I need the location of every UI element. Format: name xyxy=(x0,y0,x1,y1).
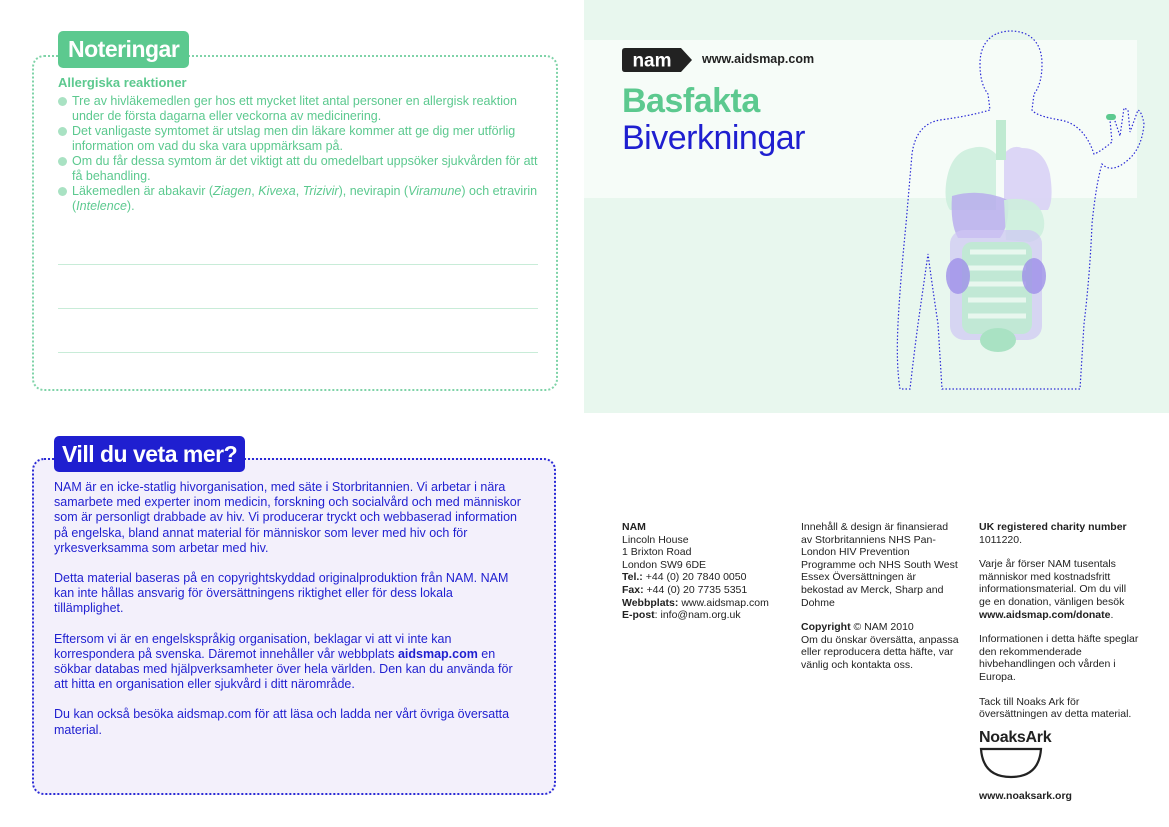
info-content xyxy=(54,480,524,753)
bullet-icon xyxy=(58,127,67,136)
info-paragraph: Eftersom vi är en engelskspråkig organisation, beklagar vi att vi inte kan korrespondera på svenska. Däremot innehåller vår webbplats aidsmap.com en sökbar databas med hjälpverksamheter över hela världen. Den kan du använda för att hitta en organisation eller sjukvård i ditt närområde. xyxy=(54,631,513,692)
list-item: Tre av hivläkemedlen ger hos ett mycket litet antal personer en allergisk reaktion under de första dagarna eller veckorna av medicinering. xyxy=(58,94,544,124)
reflect-text: Informationen i detta häfte speglar den rekommenderade hivbehandlingen och vården i Europa. xyxy=(979,633,1139,683)
contact-web-link[interactable]: www.aidsmap.com xyxy=(678,596,769,609)
ark-icon xyxy=(979,747,1043,779)
donate-link[interactable]: www.aidsmap.com/donate xyxy=(979,608,1111,621)
charity-column xyxy=(979,521,1139,803)
aidsmap-link[interactable]: aidsmap.com xyxy=(397,646,478,661)
svg-text:nam: nam xyxy=(632,50,672,72)
info-paragraph: Du kan också besöka aidsmap.com för att läsa och ladda ner vårt övriga översatta material. xyxy=(54,707,510,737)
notes-subtitle: Allergiska reaktioner xyxy=(58,75,187,90)
contact-fax: +44 (0) 20 7735 5351 xyxy=(643,583,748,596)
charity-label: UK registered charity number xyxy=(979,521,1127,533)
contact-tel: +44 (0) 20 7840 0050 xyxy=(642,571,747,584)
notes-content xyxy=(58,75,544,214)
body-figure-illustration xyxy=(880,24,1150,404)
donate-text: Varje år förser NAM tusentals människor med kostnadsfritt informationsmaterial. Om du vill ge en donation, vänligen besök www.aidsmap.com/donate. xyxy=(979,558,1127,621)
list-item: Läkemedlen är abakavir (Ziagen, Kivexa, Trizivir), nevirapin (Viramune) och etravirin (Intelence). xyxy=(58,184,544,214)
contact-email-link[interactable]: : info@nam.org.uk xyxy=(654,609,741,622)
funding-column: Innehåll & design är finansierad av Storbritanniens NHS Pan-London HIV Prevention Programme och NHS South West Essex Översättningen är bekostad av Merck, Sharp and Dohme Copyright © NAM 2010 Om du önskar översätta, anpassa eller reproducera detta häfte, var vänlig och kontakta oss. xyxy=(801,521,961,672)
list-item: Det vanligaste symtomet är utslag men din läkare kommer att ge dig mer utförlig information om vad du ska vara uppmärksam på. xyxy=(58,124,544,154)
noaksark-logo: NoaksArk xyxy=(979,729,1079,783)
note-line xyxy=(58,308,538,309)
info-title: Vill du veta mer? xyxy=(54,436,245,472)
info-paragraph: Detta material baseras på en copyrightskyddad originalproduktion från NAM. NAM kan inte hållas ansvarig för översättningens riktighet eller för dess lokala tillämplighet. xyxy=(54,571,509,616)
bullet-icon xyxy=(58,187,67,196)
cover-title: Basfakta xyxy=(622,82,760,120)
noaksark-link[interactable]: www.noaksark.org xyxy=(979,790,1072,803)
cover-subtitle: Biverkningar xyxy=(622,119,805,157)
bullet-icon xyxy=(58,97,67,106)
nam-url[interactable]: www.aidsmap.com xyxy=(702,52,815,66)
contact-org: NAM xyxy=(622,521,646,533)
thanks-text: Tack till Noaks Ark för översättningen av detta material. xyxy=(979,695,1132,721)
note-line xyxy=(58,264,538,265)
copyright-text: Om du önskar översätta, anpassa eller reproducera detta häfte, var vänlig och kontakta oss. xyxy=(801,633,959,671)
note-line xyxy=(58,352,538,353)
bullet-icon xyxy=(58,157,67,166)
notes-list xyxy=(58,94,544,214)
nam-logo xyxy=(621,47,693,73)
funding-text: Innehåll & design är finansierad av Storbritanniens NHS Pan-London HIV Prevention Programme och NHS South West Essex Översättningen är bekostad av Merck, Sharp and Dohme xyxy=(801,521,958,609)
charity-number: 1011220. xyxy=(979,533,1023,546)
info-paragraph: NAM är en icke-statlig hivorganisation, med säte i Storbritannien. Vi arbetar i nära samarbete med experter inom medicin, forskning och socialvård och med människor som är personligt drabbade av hiv. Vi producerar tryckt och webbaserad information på engelska, bland annat material för människor som lever med hiv och för yrkesverksamma som arbetar med hiv. xyxy=(54,480,521,555)
notes-title: Noteringar xyxy=(58,31,189,68)
contact-column: NAM Lincoln House 1 Brixton Road London SW9 6DE Tel.: +44 (0) 20 7840 0050 Fax: +44 (0) 20 7735 5351 Webbplats: www.aidsmap.com E-post: info@nam.org.uk xyxy=(622,521,769,622)
list-item: Om du får dessa symtom är det viktigt att du omedelbart uppsöker sjukvården för att få behandling. xyxy=(58,154,544,184)
